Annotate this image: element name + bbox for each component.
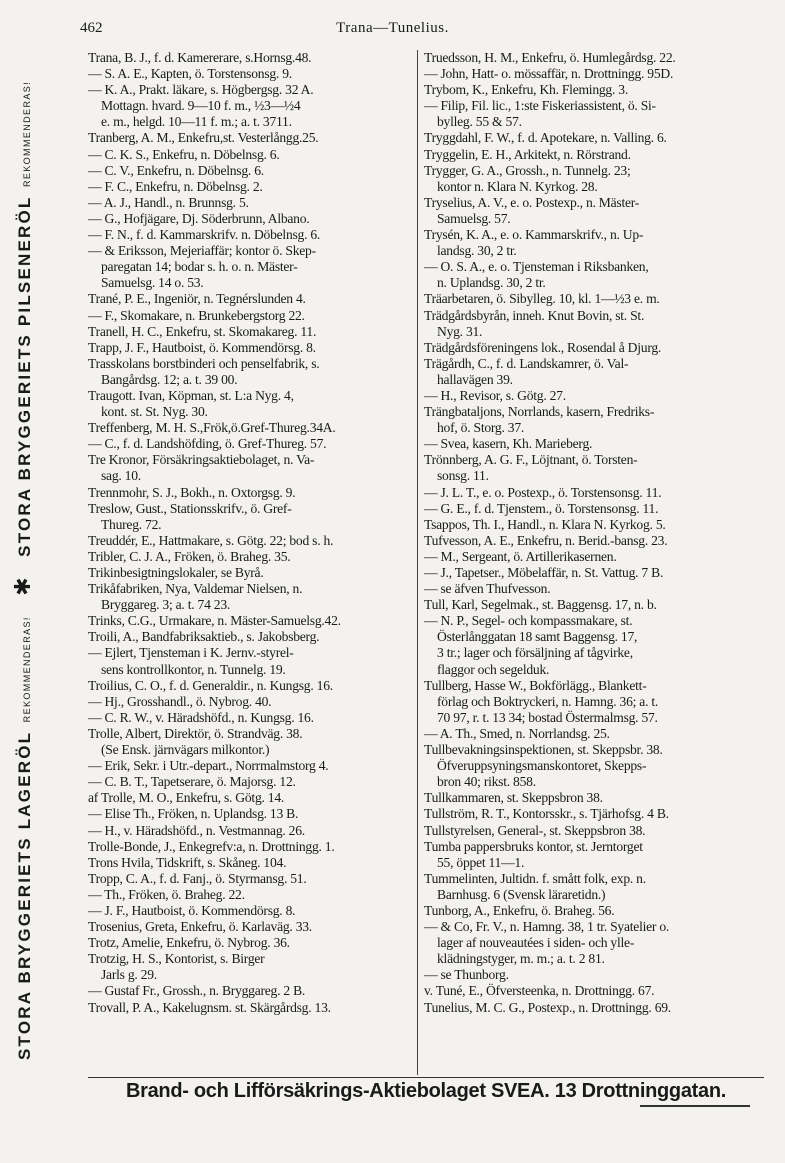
directory-entry: Tufvesson, A. E., Enkefru, n. Berid.-bansg. 23. bbox=[424, 532, 668, 548]
directory-entry: af Trolle, M. O., Enkefru, s. Götg. 14. bbox=[88, 790, 285, 806]
directory-entry: sag. 10. bbox=[101, 468, 141, 484]
directory-entry: — Elise Th., Fröken, n. Uplandsg. 13 B. bbox=[88, 806, 299, 822]
directory-entry: Tumba pappersbruks kontor, st. Jerntorget bbox=[424, 838, 643, 854]
side-ad-brand-2: STORA BRYGGERIETS PILSENERÖL bbox=[15, 195, 34, 557]
directory-entry: — Ejlert, Tjensteman i K. Jernv.-styrel- bbox=[88, 645, 294, 661]
directory-entry: — G., Hofjägare, Dj. Söderbrunn, Albano. bbox=[88, 210, 310, 226]
directory-entry: 55, öppet 11—1. bbox=[437, 854, 525, 870]
directory-entry: — se äfven Thufvesson. bbox=[424, 581, 551, 597]
directory-entry: Trybom, K., Enkefru, Kh. Flemingg. 3. bbox=[424, 82, 628, 98]
directory-entry: — S. A. E., Kapten, ö. Torstensonsg. 9. bbox=[88, 66, 292, 82]
directory-entry: Trotz, Amelie, Enkefru, ö. Nybrog. 36. bbox=[88, 935, 290, 951]
directory-entry: Tropp, C. A., f. d. Fanj., ö. Styrmansg. 51. bbox=[88, 870, 307, 886]
directory-entry: sonsg. 11. bbox=[437, 468, 489, 484]
directory-entry: Tullkammaren, st. Skeppsbron 38. bbox=[424, 790, 603, 806]
directory-column-right bbox=[424, 50, 764, 1016]
directory-entry: Tryggelin, E. H., Arkitekt, n. Rörstrand. bbox=[424, 146, 631, 162]
directory-entry: — H., v. Häradshöfd., n. Vestmannag. 26. bbox=[88, 822, 305, 838]
directory-entry: — H., Revisor, s. Götg. 27. bbox=[424, 387, 566, 403]
directory-entry: klädningstyger, m. m.; a. t. 2 81. bbox=[437, 951, 605, 967]
directory-entry: kontor n. Klara N. Kyrkog. 28. bbox=[437, 178, 598, 194]
directory-entry: Samuelsg. 14 o. 53. bbox=[101, 275, 204, 291]
page-heading: Trana—Tunelius. bbox=[336, 20, 449, 36]
directory-entry: landsg. 30, 2 tr. bbox=[437, 243, 517, 259]
directory-entry: — A. J., Handl., n. Brunnsg. 5. bbox=[88, 194, 249, 210]
directory-entry: Trysén, K. A., e. o. Kammarskrifv., n. Up- bbox=[424, 227, 644, 243]
directory-entry: paregatan 14; bodar s. h. o. n. Mäster- bbox=[101, 259, 298, 275]
directory-entry: Trygger, G. A., Grossh., n. Tunnelg. 23; bbox=[424, 162, 631, 178]
directory-entry: flaggor och segelduk. bbox=[437, 661, 550, 677]
side-ad-brand-1: STORA BRYGGERIETS LAGERÖL bbox=[15, 730, 34, 1060]
directory-entry: — C., f. d. Landshöfding, ö. Gref-Thureg. 57. bbox=[88, 436, 327, 452]
directory-entry: — O. S. A., e. o. Tjensteman i Riksbanken, bbox=[424, 259, 649, 275]
directory-entry: — J., Tapetser., Möbelaffär, n. St. Vattug. 7 B. bbox=[424, 565, 664, 580]
directory-entry: Nyg. 31. bbox=[437, 323, 483, 339]
directory-entry: Barnhusg. 6 (Svensk läraretidn.) bbox=[437, 886, 606, 902]
directory-entry: Tunelius, M. C. G., Postexp., n. Drottningg. 69. bbox=[424, 999, 671, 1015]
directory-entry: — M., Sergeant, ö. Artillerikasernen. bbox=[424, 548, 617, 564]
directory-entry: — John, Hatt- o. mössaffär, n. Drottningg. 95D. bbox=[424, 66, 674, 82]
directory-entry: lager af nouveautées i siden- och ylle- bbox=[437, 935, 635, 951]
directory-entry: Trosenius, Greta, Enkefru, ö. Karlaväg. 33. bbox=[88, 919, 312, 935]
directory-entry: kont. st. St. Nyg. 30. bbox=[101, 404, 208, 420]
directory-entry: Trolle-Bonde, J., Enkegrefv:a, n. Drottningg. 1. bbox=[88, 838, 335, 854]
directory-entry: Trikinbesigtningslokaler, se Byrå. bbox=[88, 565, 264, 580]
directory-entry: Trovall, P. A., Kakelugnsm. st. Skärgårdsg. 13. bbox=[88, 999, 331, 1015]
directory-entry: — & Eriksson, Mejeriaffär; kontor ö. Skep- bbox=[88, 243, 316, 259]
directory-entry: Trädgårdsföreningens lok., Rosendal å Djurg. bbox=[424, 339, 662, 355]
directory-entry: hallavägen 39. bbox=[437, 371, 513, 387]
directory-entry: bron 40; rikst. 858. bbox=[437, 774, 536, 790]
directory-entry: — F. C., Enkefru, n. Döbelnsg. 2. bbox=[88, 178, 263, 194]
directory-entry: Bryggareg. 3; a. t. 74 23. bbox=[101, 597, 231, 613]
directory-entry: Truedsson, H. M., Enkefru, ö. Humlegårdsg. 22. bbox=[424, 50, 676, 65]
directory-entry: Tullberg, Hasse W., Bokförlägg., Blankett- bbox=[424, 677, 647, 693]
directory-entry: 70 97, r. t. 13 34; bostad Östermalmsg. 57. bbox=[437, 709, 658, 725]
directory-entry: — Svea, kasern, Kh. Marieberg. bbox=[424, 436, 593, 452]
directory-entry: Tull, Karl, Segelmak., st. Baggensg. 17, n. b. bbox=[424, 597, 657, 613]
directory-entry: Thureg. 72. bbox=[101, 516, 162, 532]
directory-entry: Tullstyrelsen, General-, st. Skeppsbron 38. bbox=[424, 822, 646, 838]
directory-entry: hof, ö. Storg. 37. bbox=[437, 420, 525, 436]
directory-entry: Tummelinten, Jultidn. f. smått folk, exp. n. bbox=[424, 870, 646, 886]
directory-entry: Tre Kronor, Försäkringsaktiebolaget, n. Va- bbox=[88, 452, 315, 468]
side-ad-star: ✱ bbox=[10, 577, 35, 596]
directory-entry: — J. L. T., e. o. Postexp., ö. Torstensonsg. 11. bbox=[424, 484, 662, 500]
directory-entry: Troili, A., Bandfabriksaktieb., s. Jakobsberg. bbox=[88, 629, 320, 645]
directory-entry: — Filip, Fil. lic., 1:ste Fiskeriassistent, ö. Si- bbox=[424, 98, 656, 114]
directory-entry: — Erik, Sekr. i Utr.-depart., Norrmalmstorg 4. bbox=[88, 758, 329, 774]
directory-entry: Trasskolans borstbinderi och penselfabrik, s. bbox=[88, 355, 320, 371]
directory-entry: Trané, P. E., Ingeniör, n. Tegnérslunden 4. bbox=[88, 291, 306, 307]
footer-advertisement: Brand- och Lifförsäkrings-Aktiebolaget SVEA. 13 Drottninggatan. bbox=[125, 1080, 727, 1102]
directory-entry: Treuddér, E., Hattmakare, s. Götg. 22; bod s. h. bbox=[88, 532, 334, 548]
directory-entry: Träarbetaren, ö. Sibylleg. 10, kl. 1—½3 e. m. bbox=[424, 291, 660, 307]
directory-entry: Traugott. Ivan, Köpman, st. L:a Nyg. 4, bbox=[88, 387, 294, 403]
column-divider bbox=[417, 50, 418, 1075]
directory-entry: Trängbataljons, Norrlands, kasern, Fredriks- bbox=[424, 404, 655, 420]
directory-entry: Trotzig, H. S., Kontorist, s. Birger bbox=[88, 951, 265, 967]
directory-entry: — C. K. S., Enkefru, n. Döbelnsg. 6. bbox=[88, 146, 280, 162]
directory-entry: — C. B. T., Tapetserare, ö. Majorsg. 12. bbox=[88, 774, 296, 790]
directory-entry: Mottagn. hvard. 9—10 f. m., ½3—½4 bbox=[101, 98, 301, 114]
directory-entry: — se Thunborg. bbox=[424, 967, 509, 983]
directory-entry: Tranberg, A. M., Enkefru,st. Vesterlångg.25. bbox=[88, 130, 319, 146]
directory-entry: Trädgårdsbyrån, inneh. Knut Bovin, st. St. bbox=[424, 307, 645, 323]
directory-entry: — A. Th., Smed, n. Norrlandsg. 25. bbox=[424, 725, 610, 741]
directory-entry: Bangårdsg. 12; a. t. 39 00. bbox=[101, 371, 238, 387]
directory-entry: Trennmohr, S. J., Bokh., n. Oxtorgsg. 9. bbox=[88, 484, 296, 500]
directory-entry: — N. P., Segel- och kompassmakare, st. bbox=[424, 613, 633, 629]
directory-entry: bylleg. 55 & 57. bbox=[437, 114, 522, 130]
directory-entry: Trapp, J. F., Hautboist, ö. Kommendörsg. 8. bbox=[88, 339, 316, 355]
directory-entry: Tribler, C. J. A., Fröken, ö. Braheg. 35. bbox=[88, 548, 291, 564]
page-number: 462 bbox=[80, 20, 103, 36]
directory-entry: Trolle, Albert, Direktör, ö. Strandväg. 38. bbox=[88, 725, 303, 741]
directory-entry: Treslow, Gust., Stationsskrifv., ö. Gref- bbox=[88, 500, 292, 516]
directory-entry: Tryggdahl, F. W., f. d. Apotekare, n. Valling. 6. bbox=[424, 130, 667, 146]
directory-entry: e. m., helgd. 10—11 f. m.; a. t. 3711. bbox=[101, 114, 292, 130]
directory-entry: Österlånggatan 18 samt Baggensg. 17, bbox=[437, 629, 638, 645]
directory-entry: n. Uplandsg. 30, 2 tr. bbox=[437, 275, 546, 291]
directory-entry: Treffenberg, M. H. S.,Frök,ö.Gref-Thureg.34A. bbox=[88, 420, 336, 436]
directory-entry: — C. V., Enkefru, n. Döbelnsg. 6. bbox=[88, 162, 264, 178]
directory-entry: Tranell, H. C., Enkefru, st. Skomakareg. 11. bbox=[88, 323, 317, 339]
directory-entry: — J. F., Hautboist, ö. Kommendörsg. 8. bbox=[88, 902, 296, 918]
side-ad-tagline-2: REKOMMENDERAS! bbox=[22, 80, 32, 188]
directory-entry: Trikåfabriken, Nya, Valdemar Nielsen, n. bbox=[88, 581, 303, 597]
directory-entry: — & Co, Fr. V., n. Hamng. 38, 1 tr. Syatelier o. bbox=[424, 919, 670, 935]
footer-underline bbox=[640, 1105, 750, 1107]
directory-entry: v. Tuné, E., Öfversteenka, n. Drottningg. 67. bbox=[424, 983, 655, 999]
directory-entry: 3 tr.; lager och försäljning af tågvirke, bbox=[437, 645, 633, 661]
side-advertisement bbox=[10, 81, 36, 1060]
directory-entry: Öfveruppsyningsmanskontoret, Skepps- bbox=[437, 758, 647, 774]
directory-entry: Trinks, C.G., Urmakare, n. Mäster-Samuelsg.42. bbox=[88, 613, 341, 629]
footer-rule bbox=[88, 1077, 764, 1078]
directory-entry: Samuelsg. 57. bbox=[437, 210, 511, 226]
directory-entry: — C. R. W., v. Häradshöfd., n. Kungsg. 16. bbox=[88, 709, 314, 725]
directory-column-left bbox=[88, 50, 412, 1016]
directory-entry: Tryselius, A. V., e. o. Postexp., n. Mäster- bbox=[424, 194, 640, 210]
directory-entry: — Th., Fröken, ö. Braheg. 22. bbox=[88, 886, 245, 902]
directory-entry: Tullbevakningsinspektionen, st. Skeppsbr. 38. bbox=[424, 742, 663, 758]
directory-entry: — G. E., f. d. Tjenstem., ö. Torstensonsg. 11. bbox=[424, 500, 659, 516]
directory-entry: Tunborg, A., Enkefru, ö. Braheg. 56. bbox=[424, 902, 615, 918]
directory-entry: Troilius, C. O., f. d. Generaldir., n. Kungsg. 16. bbox=[88, 677, 333, 693]
directory-entry: förlag och Boktryckeri, n. Hamng. 36; a. t. bbox=[437, 693, 659, 709]
directory-entry: Trägårdh, C., f. d. Landskamrer, ö. Val- bbox=[424, 355, 629, 371]
directory-entry: — Gustaf Fr., Grossh., n. Bryggareg. 2 B. bbox=[88, 983, 306, 999]
directory-entry: Trönnberg, A. G. F., Löjtnant, ö. Torsten- bbox=[424, 452, 638, 468]
directory-entry: Trons Hvila, Tidskrift, s. Skåneg. 104. bbox=[88, 854, 287, 870]
directory-entry: — Hj., Grosshandl., ö. Nybrog. 40. bbox=[88, 693, 272, 709]
side-ad-tagline-1: REKOMMENDERAS! bbox=[22, 616, 32, 723]
directory-entry: — K. A., Prakt. läkare, s. Högbergsg. 32 A. bbox=[88, 82, 314, 98]
directory-entry: Tullström, R. T., Kontorsskr., s. Tjärhofsg. 4 B. bbox=[424, 806, 669, 822]
directory-entry: (Se Ensk. järnvägars milkontor.) bbox=[101, 742, 270, 758]
directory-entry: Trana, B. J., f. d. Kamererare, s.Hornsg.48. bbox=[88, 50, 312, 65]
directory-entry: — F., Skomakare, n. Brunkebergstorg 22. bbox=[88, 307, 305, 323]
directory-entry: sens kontrollkontor, n. Tunnelg. 19. bbox=[101, 661, 286, 677]
directory-entry: Tsappos, Th. I., Handl., n. Klara N. Kyrkog. 5. bbox=[424, 516, 666, 532]
directory-entry: Jarls g. 29. bbox=[101, 967, 157, 983]
directory-entry: — F. N., f. d. Kammarskrifv. n. Döbelnsg. 6. bbox=[88, 227, 321, 243]
